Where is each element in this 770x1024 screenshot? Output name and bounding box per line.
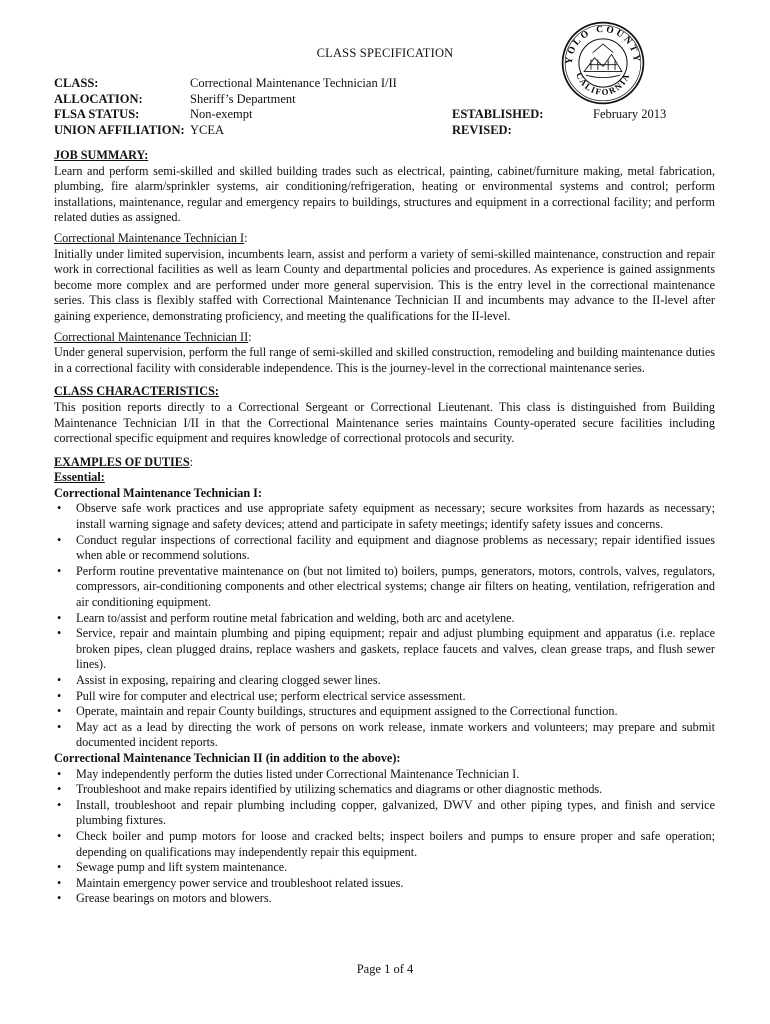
duty-text: Grease bearings on motors and blowers. [76, 891, 272, 906]
bullet-icon: • [57, 875, 62, 890]
duties-heading [54, 455, 715, 471]
bullet-icon: • [57, 673, 62, 687]
bullet-icon: • [57, 532, 62, 547]
duty-text: Troubleshoot and make repairs identified by utilizing schematics and diagrams or other diagnostic methods. [76, 782, 603, 797]
date-values [593, 107, 666, 123]
duty-text: Operate, maintain and repair County buildings, structures and equipment assigned to the Correctional function. [76, 704, 618, 719]
class-characteristics-text: This position reports directly to a Correctional Sergeant or Correctional Lieutenant. This class is distinguished from Building Maintenance Technician I/II in that the Correctional Maintenance series maintains County-operated secure facilities including correctional specific equipment and requires knowledge of correctional protocols and security. [54, 399, 715, 446]
duty-list-item [54, 689, 715, 705]
tech1-subheading [54, 231, 715, 247]
duty-list-item [54, 767, 715, 783]
duty-list-item [54, 829, 715, 860]
duty-text: Learn to/assist and perform routine metal fabrication and welding, both arc and acetylene. [76, 610, 515, 625]
seal-text-top: YOLO COUNTY [564, 24, 642, 65]
bullet-icon: • [57, 501, 62, 516]
duty-list-item [54, 876, 715, 892]
duty-text: Install, troubleshoot and repair plumbing including copper, galvanized, DWV and other piping types, and finish and service plumbing fixtures. [76, 797, 715, 828]
bullet-icon: • [57, 828, 62, 843]
established-label: ESTABLISHED: [452, 107, 544, 121]
svg-text:CALIFORNIA [574, 71, 632, 97]
bullet-icon: • [57, 891, 62, 906]
union-affiliation-label: UNION AFFILIATION: [54, 122, 185, 137]
date-labels [452, 107, 543, 138]
tech1-duties-list [54, 501, 715, 751]
bullet-icon: • [57, 719, 62, 734]
class-characteristics-heading: CLASS CHARACTERISTICS: [54, 384, 219, 399]
county-seal-icon [560, 20, 646, 106]
duty-text: Perform routine preventative maintenance on (but not limited to) boilers, pumps, generators, motors, controls, valves, regulators, compressors, air-conditioning components and other electrical systems; change air filters on heating, ventilation, refrigeration and air conditioning equipment. [76, 563, 715, 610]
class-label: CLASS: [54, 76, 99, 90]
revised-label: REVISED: [452, 122, 512, 137]
duty-list-item [54, 501, 715, 532]
header-labels [54, 76, 185, 138]
job-summary-text: Learn and perform semi-skilled and skilled building trades such as electrical, painting, cabinet/furniture making, metal fabrication, plumbing, fire alarm/sprinkler systems, air conditioning/refrigeration, heating or environmental systems and control; perform installations, maintenance, regular and emergency repairs to buildings, structures and equipment in a correctional facility; and perform related duties as assigned. [54, 163, 715, 225]
tech2-duties-list [54, 767, 715, 907]
bullet-icon: • [57, 704, 62, 719]
essential-label: Essential: [54, 470, 105, 485]
tech1-subheading-text: Correctional Maintenance Technician I [54, 230, 245, 245]
established-value: February 2013 [593, 107, 667, 121]
flsa-status-label: FLSA STATUS: [54, 107, 140, 121]
duty-text: Check boiler and pump motors for loose and cracked belts; inspect boilers and pumps to ensure proper and safe operation; depending on qualifications may independently repair this equipment. [76, 828, 715, 859]
duty-list-item [54, 533, 715, 564]
union-affiliation-value: YCEA [190, 122, 225, 137]
allocation-label: ALLOCATION: [54, 91, 143, 106]
tech2-subheading-text: Correctional Maintenance Technician II [54, 329, 249, 344]
duty-list-item [54, 891, 715, 907]
bullet-icon: • [57, 797, 62, 812]
duties-heading-colon: : [189, 454, 194, 469]
duty-list-item [54, 704, 715, 720]
tech2-subheading-colon: : [248, 329, 252, 344]
page-title: CLASS SPECIFICATION [316, 46, 454, 60]
bullet-icon: • [57, 610, 62, 625]
tech2-duties-heading: Correctional Maintenance Technician II (in addition to the above): [54, 750, 401, 765]
duty-text: Pull wire for computer and electrical use; perform electrical service assessment. [76, 688, 466, 703]
duty-text: Service, repair and maintain plumbing and piping equipment; repair and adjust plumbing equipment and apparatus (i.e. replace broken pipes, clean plugged drains, replace washers and gaskets, replace faucets and valves, clean grease traps, and flush sewer lines). [76, 626, 715, 672]
bullet-icon: • [57, 782, 62, 797]
duty-text: May act as a lead by directing the work of persons on work release, inmate workers and volunteers; may prepare and submit documented incident reports. [76, 719, 715, 750]
bullet-icon: • [57, 626, 62, 641]
bullet-icon: • [57, 766, 62, 781]
duties-heading-text: EXAMPLES OF DUTIES [54, 454, 190, 469]
tech1-duties-heading: Correctional Maintenance Technician I: [54, 485, 262, 500]
duty-list-item [54, 798, 715, 829]
bullet-icon: • [57, 860, 62, 875]
duty-text: Conduct regular inspections of correctional facility and equipment and diagnose problems as necessary; repair identified issues when able or recommend solutions. [76, 532, 715, 563]
bullet-icon: • [57, 563, 62, 578]
duty-list-item [54, 673, 715, 689]
document-body [54, 148, 715, 907]
tech2-summary-text: Under general supervision, perform the full range of semi-skilled and skilled construction, remodeling and building maintenance duties in a correctional facility with considerable independence. This is the journey-level in the correctional maintenance series. [54, 345, 715, 375]
seal-text-bottom: CALIFORNIA [574, 71, 632, 98]
duty-list-item [54, 626, 715, 673]
duty-list-item [54, 860, 715, 876]
duty-list-item [54, 611, 715, 627]
allocation-value: Sheriff’s Department [190, 91, 296, 106]
tech1-summary-text: Initially under limited supervision, incumbents learn, assist and perform a variety of semi-skilled maintenance, construction and repair work in correctional facilities as well as learn County and departmental policies and procedures. As experience is gained assignments become more complex and are performed under more general supervision. This is the entry level in the correctional maintenance series. This class is flexibly staffed with Correctional Maintenance Technician II and incumbents may advance to the II-level after gaining experience, demonstrating proficiency, and meeting the qualifications for the II-level. [54, 246, 715, 323]
duty-text: May independently perform the duties listed under Correctional Maintenance Technician I. [76, 766, 520, 781]
tech1-subheading-colon: : [244, 230, 248, 245]
class-value: Correctional Maintenance Technician I/II [190, 76, 397, 90]
bullet-icon: • [57, 688, 62, 703]
duty-text: Maintain emergency power service and troubleshoot related issues. [76, 875, 404, 890]
duty-list-item [54, 564, 715, 611]
flsa-status-value: Non-exempt [190, 107, 253, 121]
tech2-subheading [54, 330, 715, 346]
header-values [190, 76, 397, 138]
job-summary-heading: JOB SUMMARY: [54, 148, 149, 162]
duty-text: Observe safe work practices and use appropriate safety equipment as necessary; secure worksites from hazards as necessary; install warning signage and safety devices; attend and participate in safety meetings; identify safety issues and concerns. [76, 501, 715, 532]
duty-text: Sewage pump and lift system maintenance. [76, 860, 288, 875]
duty-list-item [54, 720, 715, 751]
page-number: Page 1 of 4 [356, 962, 414, 976]
duty-list-item [54, 782, 715, 798]
duty-text: Assist in exposing, repairing and clearing clogged sewer lines. [76, 673, 381, 687]
